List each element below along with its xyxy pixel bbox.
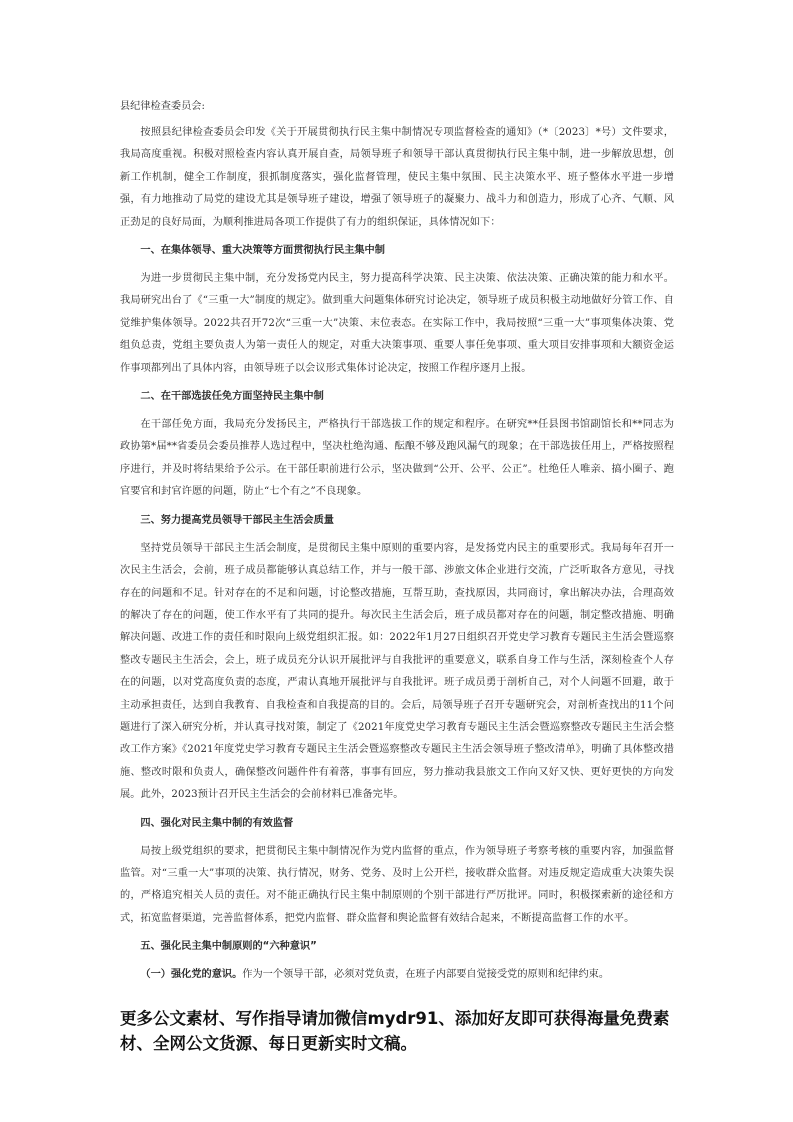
section-3-heading: 三、努力提高党员领导干部民主生活会质量 xyxy=(140,514,334,526)
salutation: 县纪律检查委员会: xyxy=(120,101,205,112)
section-3-paragraph: 坚持党员领导干部民主生活会制度，是贯彻民主集中原则的重要内容，是发扬党内民主的重要形式。我局每年召开一次民主生活会，会前，班子成员都能够认真总结工作，并与一般干部、涉旅文体企业进行交流，广泛听取各方意见，寻找存在的问题和不足。针对存在的不足和问题，讨论整改措施，互帮互助，查找原因，共同商讨，拿出解决办法，合理高效的解决了存在的问题，使工作水平有了共同的提升。每次民主生活会后，班子成员都对存在的问题，制定整改措施、明确解决问题、改进工作的责任和时限向上级党组织汇报。如：2022年1月27日组织召开党史学习教育专题民主生活会暨巡察整改专题民主生活会，会上，班子成员充分认识开展批评与自我批评的重要意义，联系自身工作与生活，深刻检查个人存在的问题，以对党高度负责的态度，严肃认真地开展批评与自我批评。班子成员勇于剖析自己，对个人问题不回避，敢于主动承担责任，达到自我教育、自我检查和自我提高的目的。会后，局领导班子召开专题研究会，对剖析查找出的11个问题进行了深入研究分析，并认真寻找对策，制定了《2021年度党史学习教育专题民主生活会暨巡察整改专题民主生活会整改工作方案》《2021年度党史学习教育专题民主生活会暨巡察整改专题民主生活会领导班子整改清单》，明确了具体整改措施、整改时限和负责人，确保整改问题件件有着落，事事有回应，努力推动我县旅文工作向又好又快、更好更快的方向发展。此外，2023预计召开民主生活会的会前材料已准备完毕。 xyxy=(120,542,674,801)
section-2-heading: 二、在干部选拔任免方面坚持民主集中制 xyxy=(140,391,324,403)
subsection-1 xyxy=(120,964,674,986)
promo-text: 更多公文素材、写作指导请加微信mydr91、添加好友即可获得海量免费素材、全网公文货源、每日更新实时文稿。 xyxy=(120,1009,670,1053)
intro-paragraph: 按照县纪律检查委员会印发《关于开展贯彻执行民主集中制情况专项监督检查的通知》（*〔2023〕*号）文件要求，我局高度重视。积极对照检查内容认真开展自查，局领导班子和领导干部认真贯彻执行民主集中制，进一步解放思想，创新工作机制，健全工作制度，狠抓制度落实，强化监督管理，使民主集中氛围、民主决策水平、班子整体水平进一步增强，有力地推动了局党的建设尤其是领导班子建设，增强了领导班子的凝聚力、战斗力和创造力，形成了心齐、气顺、风正劲足的良好局面，为顺利推进局各项工作提供了有力的组织保证，具体情况如下： xyxy=(120,127,674,228)
section-2-paragraph: 在干部任免方面，我局充分发扬民主，严格执行干部选拔工作的规定和程序。在研究**任县图书馆副馆长和**同志为政协第*届**省委员会委员推荐人选过程中，坚决杜绝沟通、酝酿不够及跑风漏气的现象；在干部选拔任用上，严格按照程序进行，并及时将结果给予公示。在干部任职前进行公示，坚决做到“公开、公平、公正”。杜绝任人唯亲、搞小圈子、跑官要官和封官许愿的问题，防止“七个有之”不良现象。 xyxy=(120,419,674,498)
section-1-heading: 一、在集体领导、重大决策等方面贯彻执行民主集中制 xyxy=(140,245,385,257)
section-4-heading: 四、强化对民主集中制的有效监督 xyxy=(140,817,294,829)
section-4-paragraph: 局按上级党组织的要求，把贯彻民主集中制情况作为党内监督的重点，作为领导班子考察考核的重要内容，加强监督监管。对“三重一大”事项的决策、执行情况，财务、党务、及时上公开栏，接收群众监督。对违反规定造成重大决策失误的，严格追究相关人员的责任。对不能正确执行民主集中制原则的个别干部进行严厉批评。同时，积极探索新的途径和方式，拓宽监督渠道，完善监督体系，把党内监督、群众监督和舆论监督有效结合起来，不断提高监督工作的水平。 xyxy=(120,845,674,924)
section-1-paragraph: 为进一步贯彻民主集中制，充分发扬党内民主，努力提高科学决策、民主决策、依法决策、正确决策的能力和水平。我局研究出台了《“三重一大”制度的规定》。做到重大问题集体研究讨论决定，领导班子成员积极主动地做好分管工作、自觉维护集体领导。2022共召开72次“三重一大”决策、末位表态。在实际工作中，我局按照“三重一大”事项集体决策、党组负总责，党组主要负责人为第一责任人的规定，对重大决策事项、重要人事任免事项、重大项目安排事项和大额资金运作事项都列出了具体内容，由领导班子以会议形式集体讨论决定，按照工作程序逐月上报。 xyxy=(120,273,674,374)
subsection-1-label: （一）强化党的意识。 xyxy=(140,969,243,981)
subsection-1-text: 作为一个领导干部，必须对党负责，在班子内部要自觉接受党的原则和纪律约束。 xyxy=(242,969,610,981)
section-5-heading: 五、强化民主集中制原则的“六种意识” xyxy=(140,941,317,953)
document-body xyxy=(120,96,674,986)
